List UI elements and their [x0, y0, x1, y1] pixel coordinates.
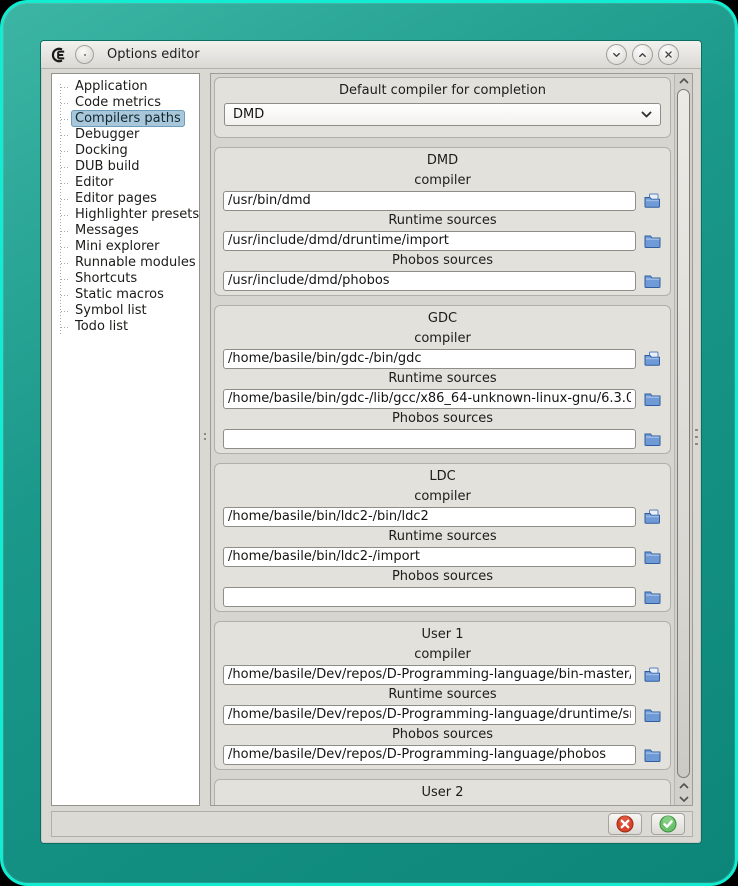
cancel-icon	[616, 815, 634, 833]
ldc-phobos-sources-input[interactable]	[223, 587, 636, 607]
sidebar-item-compilers-paths[interactable]: Compilers paths	[52, 111, 199, 127]
browse-file-button[interactable]	[643, 192, 662, 209]
sidebar-item-symbol-list[interactable]: Symbol list	[52, 303, 199, 319]
sidebar-item-messages[interactable]: Messages	[52, 223, 199, 239]
chevron-down-icon	[613, 52, 620, 58]
content-area	[41, 69, 701, 808]
default-compiler-select[interactable]	[224, 103, 661, 126]
scrollbar-thumb[interactable]	[677, 89, 690, 778]
sidebar-item-debugger[interactable]: Debugger	[52, 127, 199, 143]
options-editor-window	[41, 41, 701, 843]
browse-folder-button[interactable]	[643, 390, 662, 407]
category-list[interactable]	[51, 73, 200, 806]
window-title: Options editor	[107, 47, 200, 62]
field-label: Phobos sources	[391, 411, 494, 426]
sidebar-item-application[interactable]: Application	[52, 79, 199, 95]
open-file-icon	[644, 193, 661, 208]
shade-button[interactable]	[606, 44, 627, 65]
group-caption: User 1	[421, 627, 464, 642]
user1-compiler-input[interactable]	[223, 665, 636, 685]
gdc-phobos-sources-input[interactable]	[223, 429, 636, 449]
browse-folder-button[interactable]	[643, 430, 662, 447]
field-label: Phobos sources	[391, 253, 494, 268]
chevron-down-icon	[641, 111, 652, 118]
field-label: Runtime sources	[388, 529, 497, 544]
combo-value: DMD	[233, 107, 265, 122]
dmd-phobos-sources-input[interactable]	[223, 271, 636, 291]
groups-column	[211, 74, 674, 805]
sidebar-item-docking[interactable]: Docking	[52, 143, 199, 159]
sticky-button[interactable]	[75, 45, 94, 64]
sidebar-item-code-metrics[interactable]: Code metrics	[52, 95, 199, 111]
accept-button[interactable]	[651, 813, 685, 835]
folder-icon	[644, 748, 661, 762]
folder-icon	[644, 708, 661, 722]
sidebar-item-dub-build[interactable]: DUB build	[52, 159, 199, 175]
browse-folder-button[interactable]	[643, 272, 662, 289]
browse-folder-button[interactable]	[643, 706, 662, 723]
gdc-compiler-input[interactable]	[223, 349, 636, 369]
browse-folder-button[interactable]	[643, 548, 662, 565]
default-compiler-group	[214, 77, 671, 138]
open-file-icon	[644, 351, 661, 366]
group-caption: LDC	[429, 469, 456, 484]
open-file-icon	[644, 667, 661, 682]
folder-icon	[644, 274, 661, 288]
sidebar-item-highlighter-presets[interactable]: Highlighter presets	[52, 207, 199, 223]
open-file-icon	[644, 509, 661, 524]
sidebar-item-mini-explorer[interactable]: Mini explorer	[52, 239, 199, 255]
sidebar-item-runnable-modules[interactable]: Runnable modules	[52, 255, 199, 271]
ldc-group	[214, 463, 671, 612]
field-label: Runtime sources	[388, 687, 497, 702]
close-icon	[665, 50, 672, 59]
group-caption: DMD	[426, 153, 459, 168]
titlebar[interactable]	[41, 41, 701, 69]
sidebar-item-editor[interactable]: Editor	[52, 175, 199, 191]
chevron-up-icon	[639, 52, 646, 58]
sidebar-item-editor-pages[interactable]: Editor pages	[52, 191, 199, 207]
browse-file-button[interactable]	[643, 350, 662, 367]
group-caption: GDC	[427, 311, 458, 326]
field-label: Phobos sources	[391, 569, 494, 584]
chevron-down-icon	[679, 796, 689, 802]
gdc-runtime-sources-input[interactable]	[223, 389, 636, 409]
dmd-runtime-sources-input[interactable]	[223, 231, 636, 251]
chevron-up-icon	[679, 783, 689, 789]
user1-group	[214, 621, 671, 770]
cancel-button[interactable]	[608, 813, 642, 835]
field-label: Runtime sources	[388, 213, 497, 228]
sidebar-splitter[interactable]	[200, 73, 210, 806]
sidebar-item-todo-list[interactable]: Todo list	[52, 319, 199, 335]
accept-icon	[659, 815, 677, 833]
folder-icon	[644, 432, 661, 446]
app-logo-icon	[50, 47, 68, 63]
panel-resize-grip[interactable]	[695, 429, 698, 447]
dmd-group	[214, 147, 671, 296]
sidebar-item-shortcuts[interactable]: Shortcuts	[52, 271, 199, 287]
field-label: compiler	[414, 331, 471, 346]
field-label: compiler	[414, 647, 471, 662]
group-caption: User 2	[421, 785, 464, 800]
gdc-group	[214, 305, 671, 454]
vertical-scrollbar[interactable]	[674, 74, 692, 805]
dialog-button-bar	[51, 811, 693, 837]
browse-folder-button[interactable]	[643, 232, 662, 249]
scroll-up-button[interactable]	[676, 74, 691, 88]
folder-icon	[644, 392, 661, 406]
sidebar-item-static-macros[interactable]: Static macros	[52, 287, 199, 303]
field-label: Phobos sources	[391, 727, 494, 742]
group-caption: Default compiler for completion	[339, 83, 546, 98]
browse-folder-button[interactable]	[643, 746, 662, 763]
unshade-button[interactable]	[632, 44, 653, 65]
browse-file-button[interactable]	[643, 666, 662, 683]
browse-file-button[interactable]	[643, 508, 662, 525]
dmd-compiler-input[interactable]	[223, 191, 636, 211]
field-label: compiler	[414, 173, 471, 188]
user1-phobos-sources-input[interactable]	[223, 745, 636, 765]
user2-group	[214, 779, 671, 805]
browse-folder-button[interactable]	[643, 588, 662, 605]
chevron-up-icon	[679, 78, 689, 84]
window-controls	[606, 44, 679, 65]
folder-icon	[644, 590, 661, 604]
folder-icon	[644, 550, 661, 564]
ldc-compiler-input[interactable]	[223, 507, 636, 527]
field-label: compiler	[414, 489, 471, 504]
field-label: Runtime sources	[388, 371, 497, 386]
scroll-down-button[interactable]	[676, 792, 691, 805]
folder-icon	[644, 234, 661, 248]
compilers-paths-panel	[210, 73, 693, 806]
user1-runtime-sources-input[interactable]	[223, 705, 636, 725]
ldc-runtime-sources-input[interactable]	[223, 547, 636, 567]
close-button[interactable]	[658, 44, 679, 65]
scroll-up-button-secondary[interactable]	[676, 780, 691, 792]
